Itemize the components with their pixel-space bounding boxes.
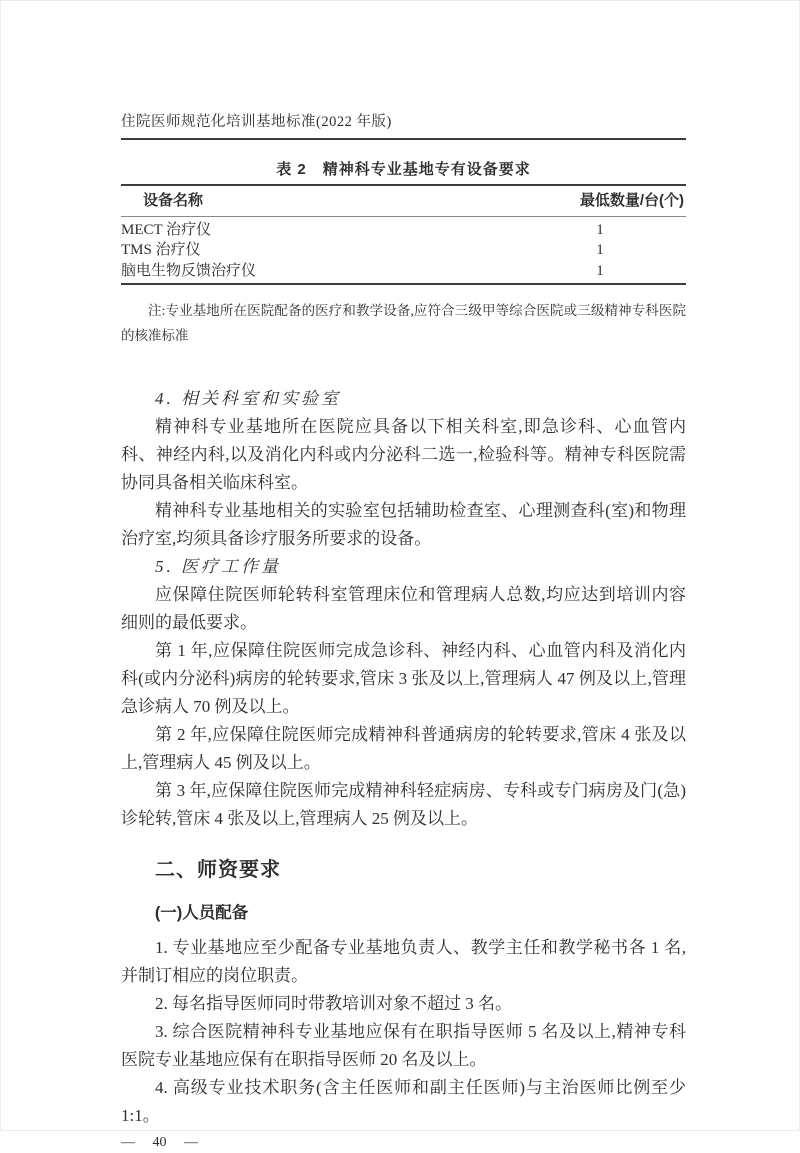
table-note: 注:专业基地所在医院配备的医疗和教学设备,应符合三级甲等综合医院或三级精神专科医院的核准标准 bbox=[121, 302, 686, 343]
page-number: — 40 — bbox=[121, 1134, 198, 1150]
table-row bbox=[121, 240, 686, 260]
body-text bbox=[121, 385, 686, 1130]
equipment-table bbox=[121, 184, 686, 285]
table-row bbox=[121, 261, 686, 284]
section-5-paragraph: 第 3 年,应保障住院医师完成精神科轻症病房、专科或专门病房及门(急)诊轮转,管床 4 张及以上,管理病人 25 例及以上。 bbox=[121, 780, 686, 828]
section-5-paragraph: 第 1 年,应保障住院医师完成急诊科、神经内科、心血管内科及消化内科(或内分泌科)病房的轮转要求,管床 3 张及以上,管理病人 47 例及以上,管理急诊病人 70 例及以上。 bbox=[121, 640, 686, 716]
chapter-2-heading: 二、师资要求 bbox=[155, 858, 281, 881]
column-header-device-name: 设备名称 bbox=[121, 185, 514, 217]
quantity-cell: 1 bbox=[596, 242, 604, 259]
table-caption: 表 2 精神科专业基地专有设备要求 bbox=[276, 161, 531, 178]
device-name-cell: MECT 治疗仪 bbox=[121, 222, 212, 238]
section-5-paragraph: 应保障住院医师轮转科室管理床位和管理病人总数,均应达到培训内容细则的最低要求。 bbox=[121, 584, 686, 632]
staffing-item: 1. 专业基地应至少配备专业基地负责人、教学主任和教学秘书各 1 名,并制订相应的岗位职责。 bbox=[121, 937, 686, 985]
table-header-row bbox=[121, 185, 686, 217]
quantity-cell: 1 bbox=[596, 222, 604, 238]
section-5-paragraph: 第 2 年,应保障住院医师完成精神科普通病房的轮转要求,管床 4 张及以上,管理病人 45 例及以上。 bbox=[121, 724, 686, 772]
quantity-cell: 1 bbox=[596, 262, 604, 279]
device-name-cell: 脑电生物反馈治疗仪 bbox=[121, 262, 257, 279]
staffing-item: 4. 高级专业技术职务(含主任医师和副主任医师)与主治医师比例至少 1:1。 bbox=[121, 1077, 686, 1125]
device-name-cell: TMS 治疗仪 bbox=[121, 242, 201, 259]
table-row bbox=[121, 217, 686, 241]
page-content bbox=[1, 1, 799, 1153]
section-5-title: 5. 医疗工作量 bbox=[155, 556, 281, 576]
column-header-min-quantity: 最低数量/台(个) bbox=[514, 185, 686, 217]
section-4-paragraph: 精神科专业基地相关的实验室包括辅助检查室、心理测查科(室)和物理治疗室,均须具备诊疗服务所要求的设备。 bbox=[121, 500, 686, 548]
staffing-item: 2. 每名指导医师同时带教培训对象不超过 3 名。 bbox=[155, 993, 512, 1013]
staffing-item: 3. 综合医院精神科专业基地应保有在职指导医师 5 名及以上,精神专科医院专业基地应保有在职指导医师 20 名及以上。 bbox=[121, 1021, 686, 1069]
section-4-title: 4. 相关科室和实验室 bbox=[155, 388, 341, 408]
running-head: 住院医师规范化培训基地标准(2022 年版) bbox=[121, 113, 686, 140]
section-4-paragraph: 精神科专业基地所在医院应具备以下相关科室,即急诊科、心血管内科、神经内科,以及消化内科或内分泌科二选一,检验科等。精神专科医院需协同具备相关临床科室。 bbox=[121, 416, 686, 492]
subsection-1-heading: (一)人员配备 bbox=[154, 903, 249, 922]
